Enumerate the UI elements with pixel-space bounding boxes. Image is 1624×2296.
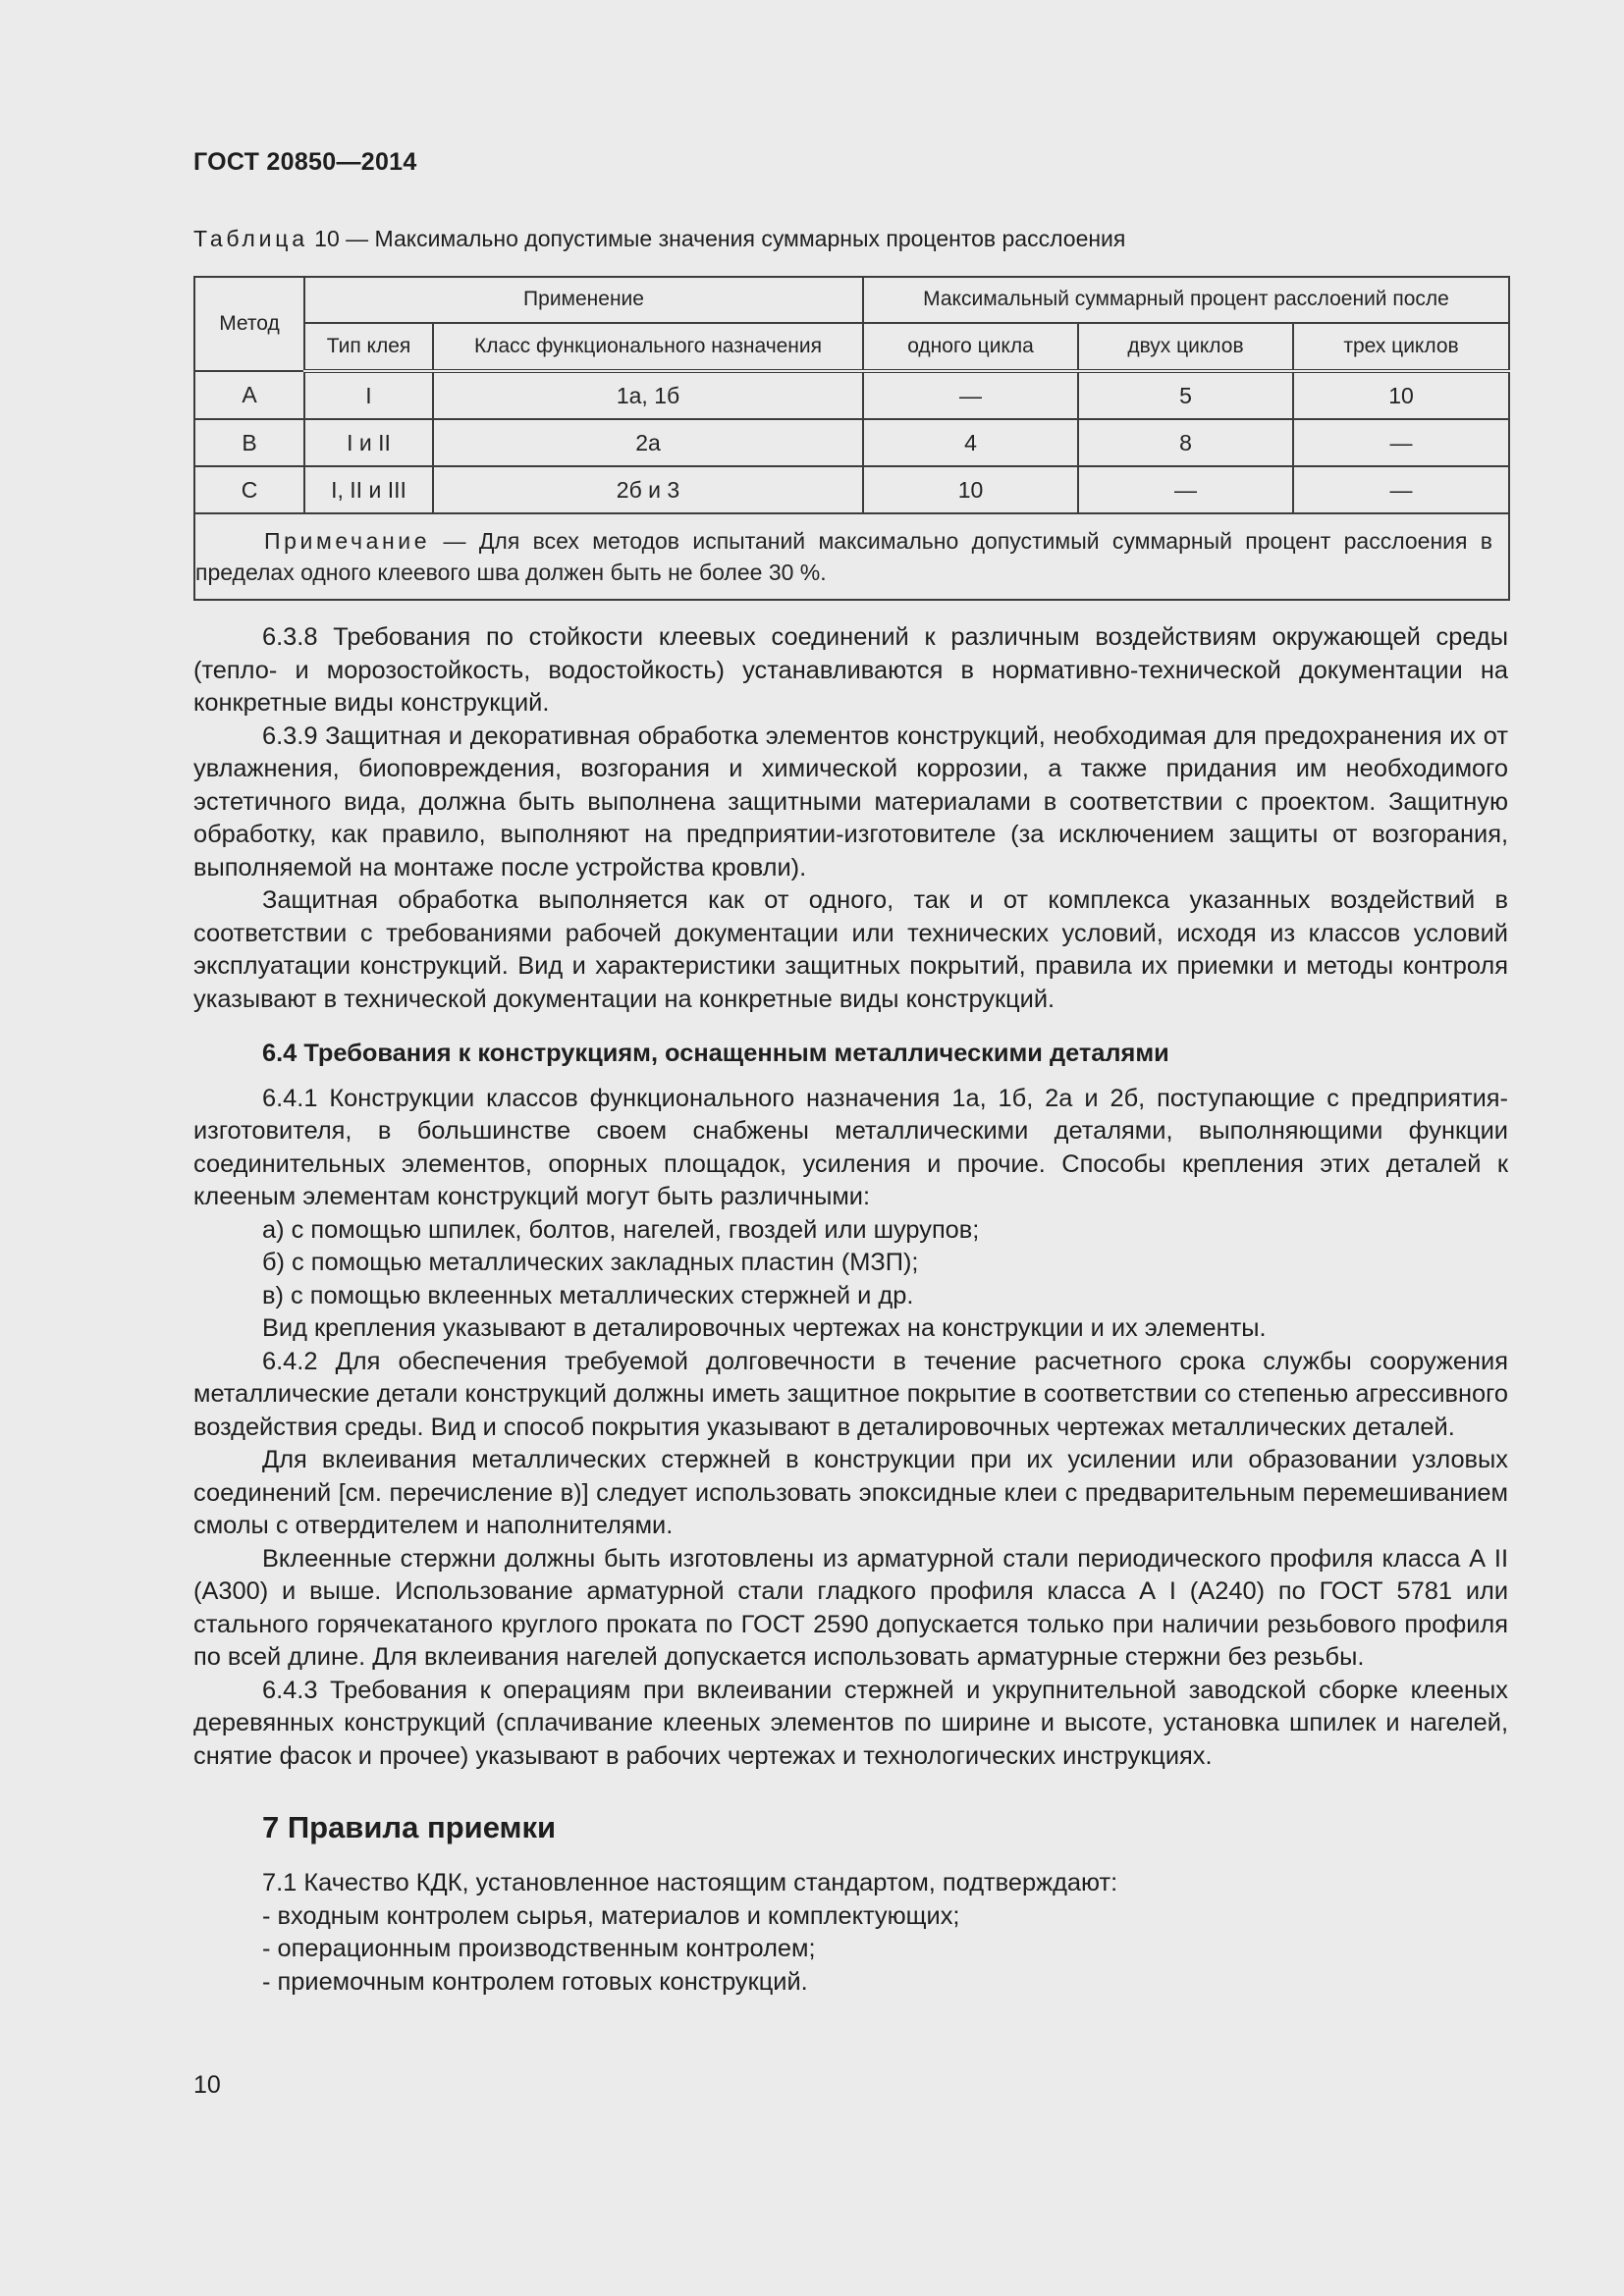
paragraph-6-4-2-c: Вклеенные стержни должны быть изготовлены из арматурной стали периодического профиля класса А II (А300) и выше. Использование арматурной стали гладкого профиля класса А I (А240) по ГОСТ 5781 или стального горячекатаного круглого проката по ГОСТ 2590 допускается только при наличии резьбового профиля по всей длине. Для вклеивания нагелей допускается использовать арматурные стержни без резьбы. bbox=[193, 1544, 1508, 1671]
cell-func-class: 2б и 3 bbox=[433, 466, 863, 513]
header-two-cycles: двух циклов bbox=[1078, 323, 1293, 371]
paragraph-6-4-3: 6.4.3 Требования к операциям при вклеивании стержней и укрупнительной заводской сборке клееных деревянных конструкций (сплачивание клееных элементов по ширине и высоте, установка шпилек и нагелей, снятие фасок и прочее) указывают в рабочих чертежах и технологических инструкциях. bbox=[193, 1676, 1508, 1770]
header-func-class: Класс функционального назначения bbox=[433, 323, 863, 371]
cell-func-class: 1а, 1б bbox=[433, 371, 863, 419]
paragraph-6-4-2: 6.4.2 Для обеспечения требуемой долговечности в течение расчетного срока службы сооружения металлические детали конструкций должны иметь защитное покрытие в соответствии со степенью агрессивного воздействия среды. Вид и способ покрытия указывают в деталировочных чертежах металлических деталей. bbox=[193, 1347, 1508, 1441]
cell-three-cycles: — bbox=[1293, 419, 1509, 466]
table-caption-label: Таблица bbox=[193, 226, 308, 251]
paragraph-6-3-9: 6.3.9 Защитная и декоративная обработка элементов конструкций, необходимая для предохранения их от увлажнения, биоповреждения, возгорания и химической коррозии, а также придания им необходимого эстетичного вида, должна быть выполнена защитными материалами в соответствии с проектом. Защитную обработку, как правило, выполняют на предприятии-изготовителе (за исключением защиты от возгорания, выполняемой на монтаже после устройства кровли). bbox=[193, 721, 1508, 881]
table-row bbox=[194, 371, 1509, 419]
table-row bbox=[194, 466, 1509, 513]
table-caption bbox=[193, 226, 1125, 252]
paragraph-6-3-9-continued: Защитная обработка выполняется как от одного, так и от комплекса указанных воздействий в соответствии с требованиями рабочей документации или технических условий, исходя из классов условий эксплуатации конструкций. Вид и характеристики защитных покрытий, правила их приемки и методы контроля указывают в технической документации на конкретные виды конструкций. bbox=[193, 886, 1508, 1013]
header-max-percent: Максимальный суммарный процент расслоений после bbox=[863, 277, 1509, 323]
body-text bbox=[193, 621, 1508, 1999]
cell-two-cycles: — bbox=[1078, 466, 1293, 513]
table-note-row bbox=[194, 513, 1509, 600]
paragraph-6-4-1-continued: Вид крепления указывают в деталировочных чертежах на конструкции и их элементы. bbox=[262, 1314, 1267, 1342]
cell-two-cycles: 8 bbox=[1078, 419, 1293, 466]
table-note-label: Примечание bbox=[264, 528, 431, 554]
cell-glue-type: I и II bbox=[304, 419, 433, 466]
cell-three-cycles: 10 bbox=[1293, 371, 1509, 419]
list-item: в) с помощью вклеенных металлических стержней и др. bbox=[262, 1281, 914, 1309]
paragraph-6-4-1: 6.4.1 Конструкции классов функционального назначения 1а, 1б, 2а и 2б, поступающие с предприятия-изготовителя, в большинстве своем снабжены металлическими деталями, выполняющими функции соединительных элементов, опорных площадок, усиления и прочие. Способы крепления этих деталей к клееным элементам конструкций могут быть различными: bbox=[193, 1084, 1508, 1210]
cell-one-cycle: — bbox=[863, 371, 1078, 419]
header-one-cycle: одного цикла bbox=[863, 323, 1078, 371]
cell-glue-type: I bbox=[304, 371, 433, 419]
list-item: - операционным производственным контролем; bbox=[262, 1935, 816, 1962]
cell-two-cycles: 5 bbox=[1078, 371, 1293, 419]
cell-method: С bbox=[194, 466, 304, 513]
paragraph-6-4-2-b: Для вклеивания металлических стержней в конструкции при их усилении или образовании узловых соединений [см. перечисление в)] следует использовать эпоксидные клеи с предварительным перемешиванием смолы с отвердителем и наполнителями. bbox=[193, 1446, 1508, 1539]
table-note-text: — Для всех методов испытаний максимально допустимый суммарный процент расслоения в пределах одного клеевого шва должен быть не более 30 %. bbox=[195, 528, 1493, 586]
header-glue-type: Тип клея bbox=[304, 323, 433, 371]
list-item: б) с помощью металлических закладных пластин (МЗП); bbox=[262, 1249, 919, 1276]
header-method: Метод bbox=[194, 277, 304, 371]
delamination-table bbox=[193, 276, 1510, 601]
paragraph-6-3-8: 6.3.8 Требования по стойкости клеевых соединений к различным воздействиям окружающей среды (тепло- и морозостойкость, водостойкость) устанавливаются в нормативно-технической документации на конкретные виды конструкций. bbox=[193, 623, 1508, 717]
paragraph-7-1: 7.1 Качество КДК, установленное настоящим стандартом, подтверждают: bbox=[262, 1869, 1118, 1896]
list-item: а) с помощью шпилек, болтов, нагелей, гвоздей или шурупов; bbox=[262, 1215, 980, 1244]
table-row bbox=[194, 419, 1509, 466]
cell-glue-type: I, II и III bbox=[304, 466, 433, 513]
cell-one-cycle: 10 bbox=[863, 466, 1078, 513]
table-caption-text: 10 — Максимально допустимые значения суммарных процентов расслоения bbox=[307, 226, 1126, 251]
cell-method: А bbox=[194, 371, 304, 419]
page-number: 10 bbox=[193, 2071, 221, 2099]
cell-method: В bbox=[194, 419, 304, 466]
document-header-title: ГОСТ 20850—2014 bbox=[193, 148, 417, 176]
header-three-cycles: трех циклов bbox=[1293, 323, 1509, 371]
section-heading-7: 7 Правила приемки bbox=[262, 1810, 557, 1844]
list-item: - входным контролем сырья, материалов и комплектующих; bbox=[262, 1901, 960, 1930]
cell-one-cycle: 4 bbox=[863, 419, 1078, 466]
header-application: Применение bbox=[304, 277, 863, 323]
cell-three-cycles: — bbox=[1293, 466, 1509, 513]
subsection-heading-6-4: 6.4 Требования к конструкциям, оснащенным металлическими деталями bbox=[262, 1040, 1169, 1067]
table-note bbox=[194, 513, 1509, 600]
list-item: - приемочным контролем готовых конструкций. bbox=[262, 1967, 808, 1996]
cell-func-class: 2а bbox=[433, 419, 863, 466]
